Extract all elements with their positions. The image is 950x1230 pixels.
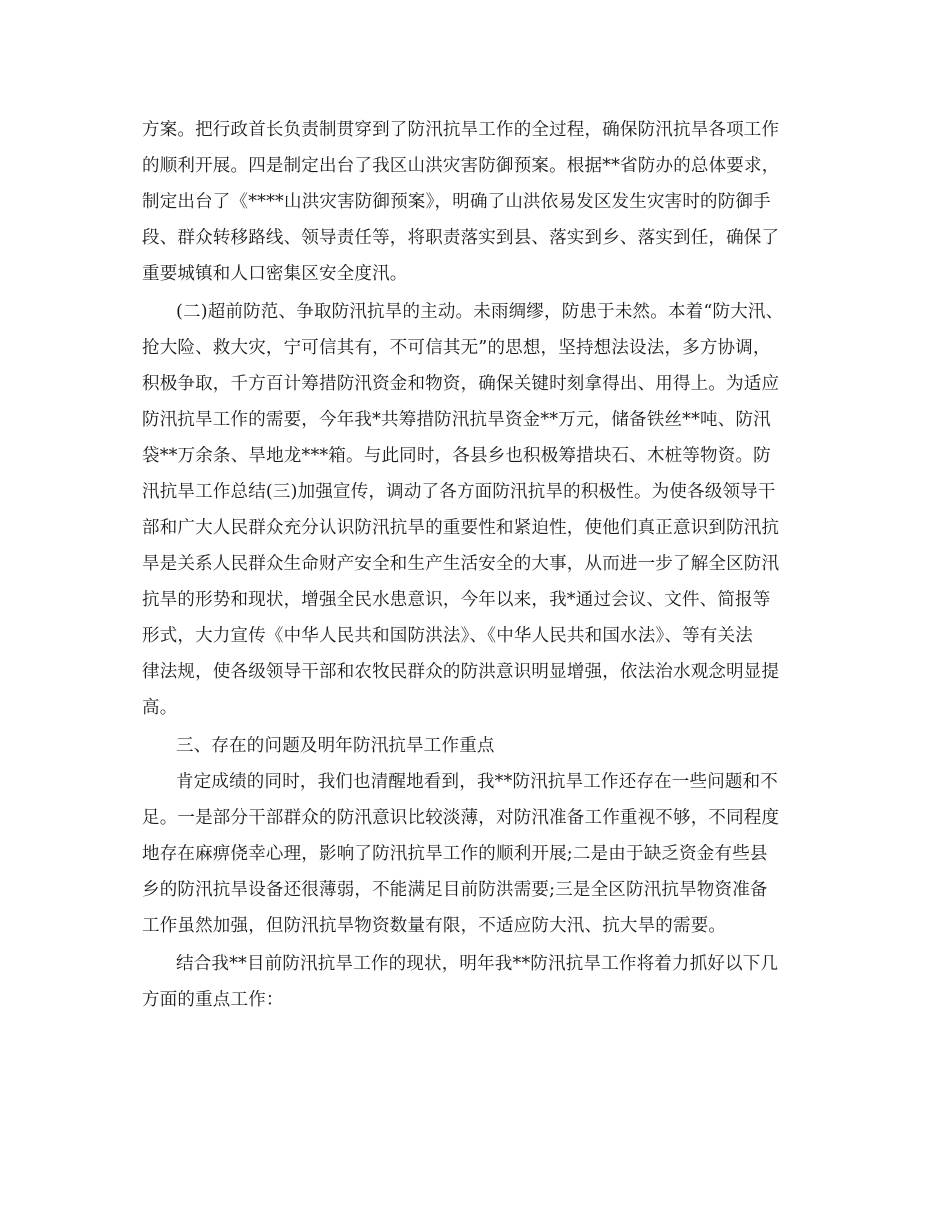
text-line: 形式，大力宣传《中华人民共和国防洪法》、《中华人民共和国水法》、等有关法 <box>142 626 753 646</box>
paragraph-start: 结合我**目前防汛抗旱工作的现状，明年我**防汛抗旱工作将着力抓好以下几 <box>176 954 779 974</box>
text-line: 方面的重点工作： <box>142 990 284 1010</box>
text-line: 乡的防汛抗旱设备还很薄弱，不能满足目前防洪需要;三是全区防汛抗旱物资准备 <box>142 880 768 900</box>
section-heading: 三、存在的问题及明年防汛抗旱工作重点 <box>176 736 495 756</box>
text-line: 制定出台了《****山洪灾害防御预案》，明确了山洪依易发区发生灾害时的防御手 <box>142 192 771 212</box>
text-line: 抢大险、救大灾，宁可信其有，不可信其无”的思想，坚持想法设法，多方协调， <box>142 338 771 358</box>
text-line: 律法规，使各级领导干部和农牧民群众的防洪意识明显增强，依法治水观念明显提 <box>142 662 780 682</box>
text-line: 足。一是部分干部群众的防汛意识比较淡薄，对防汛准备工作重视不够，不同程度 <box>142 808 780 828</box>
text-line: 高。 <box>142 698 178 718</box>
text-line: 部和广大人民群众充分认识防汛抗旱的重要性和紧迫性，使他们真正意识到防汛抗 <box>142 518 780 538</box>
text-line: 汛抗旱工作总结(三)加强宣传，调动了各方面防汛抗旱的积极性。为使各级领导干 <box>142 482 776 502</box>
text-line: 方案。把行政首长负责制贯穿到了防汛抗旱工作的全过程，确保防汛抗旱各项工作 <box>142 120 780 140</box>
text-line: 重要城镇和人口密集区安全度汛。 <box>142 264 408 284</box>
text-line: 抗旱的形势和现状，增强全民水患意识，今年以来，我*通过会议、文件、简报等 <box>142 590 771 610</box>
text-line: 的顺利开展。四是制定出台了我区山洪灾害防御预案。根据**省防办的总体要求， <box>142 156 780 176</box>
text-line: 防汛抗旱工作的需要，今年我*共筹措防汛抗旱资金**万元，储备铁丝**吨、防汛 <box>142 410 771 430</box>
text-line: 地存在麻痹侥幸心理，影响了防汛抗旱工作的顺利开展;二是由于缺乏资金有些县 <box>142 844 768 864</box>
text-line: 段、群众转移路线、领导责任等，将职责落实到县、落实到乡、落实到任，确保了 <box>142 228 780 248</box>
paragraph-start: (二)超前防范、争取防汛抗旱的主动。未雨绸缪，防患于未然。本着“防大汛、 <box>176 302 784 322</box>
text-line: 袋**万余条、旱地龙***箱。与此同时，各县乡也积极筹措块石、木桩等物资。防 <box>142 446 771 466</box>
paragraph-start: 肯定成绩的同时，我们也清醒地看到，我**防汛抗旱工作还存在一些问题和不 <box>176 772 778 792</box>
text-line: 工作虽然加强，但防汛抗旱物资数量有限，不适应防大汛、抗大旱的需要。 <box>142 916 727 936</box>
text-line: 旱是关系人民群众生命财产安全和生产生活安全的大事，从而进一步了解全区防汛 <box>142 554 780 574</box>
text-line: 积极争取，千方百计筹措防汛资金和物资，确保关键时刻拿得出、用得上。为适应 <box>142 374 780 394</box>
